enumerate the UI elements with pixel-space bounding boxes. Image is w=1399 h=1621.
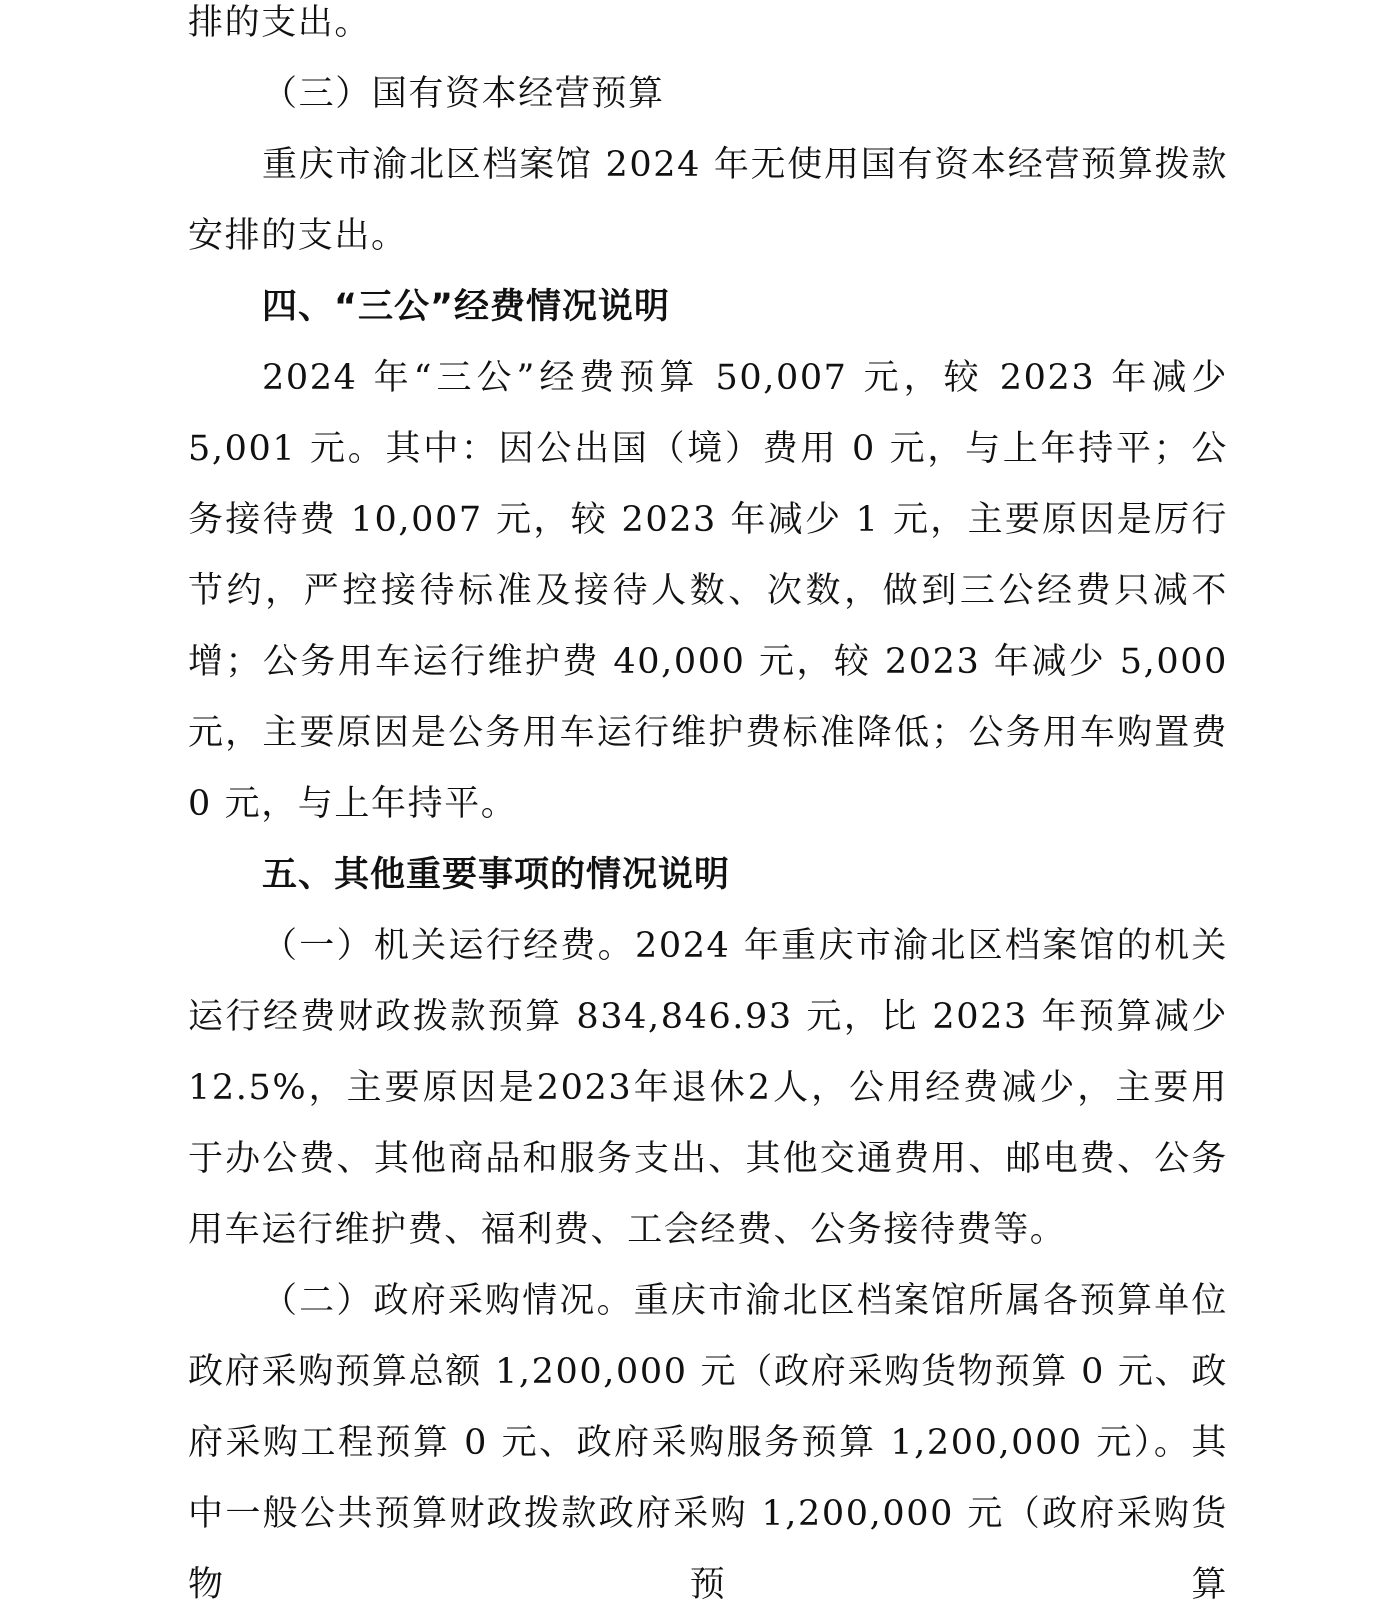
heading-other-important-matters: 五、其他重要事项的情况说明 <box>262 855 731 895</box>
paragraph-operating-expenses: （一）机关运行经费。2024 年重庆市渝北区档案馆的机关运行经费财政拨款预算 834,846.93 元，比 2023 年预算减少 12.5%，主要原因是2023年退休2人，公用经费减少，主要用于办公费、其他商品和服务支出、其他交通费用、邮电费、公务用车运行维护费、福利费、工会经费、公务接待费等。 <box>188 926 1228 1250</box>
subheading-state-capital-budget: （三）国有资本经营预算 <box>262 74 665 114</box>
document-page <box>188 0 1228 1621</box>
paragraph-three-public-expenses: 2024 年“三公”经费预算 50,007 元，较 2023 年减少 5,001 元。其中：因公出国（境）费用 0 元，与上年持平；公务接待费 10,007 元，较 2023 年减少 1 元，主要原因是厉行节约，严控接待标准及接待人数、次数，做到三公经费只减不增；公务用车运行维护费 40,000 元，较 2023 年减少 5,000 元，主要原因是公务用车运行维护费标准降低；公务用车购置费 0 元，与上年持平。 <box>188 358 1228 824</box>
paragraph-government-procurement: （二）政府采购情况。重庆市渝北区档案馆所属各预算单位政府采购预算总额 1,200,000 元（政府采购货物预算 0 元、政府采购工程预算 0 元、政府采购服务预算 1,200,000 元）。其中一般公共预算财政拨款政府采购 1,200,000 元（政府采购货物预算 <box>188 1281 1228 1605</box>
heading-three-public-expenses: 四、“三公”经费情况说明 <box>262 287 671 327</box>
paragraph-state-capital-budget: 重庆市渝北区档案馆 2024 年无使用国有资本经营预算拨款安排的支出。 <box>188 145 1228 256</box>
paragraph-continued: 排的支出。 <box>188 3 372 43</box>
